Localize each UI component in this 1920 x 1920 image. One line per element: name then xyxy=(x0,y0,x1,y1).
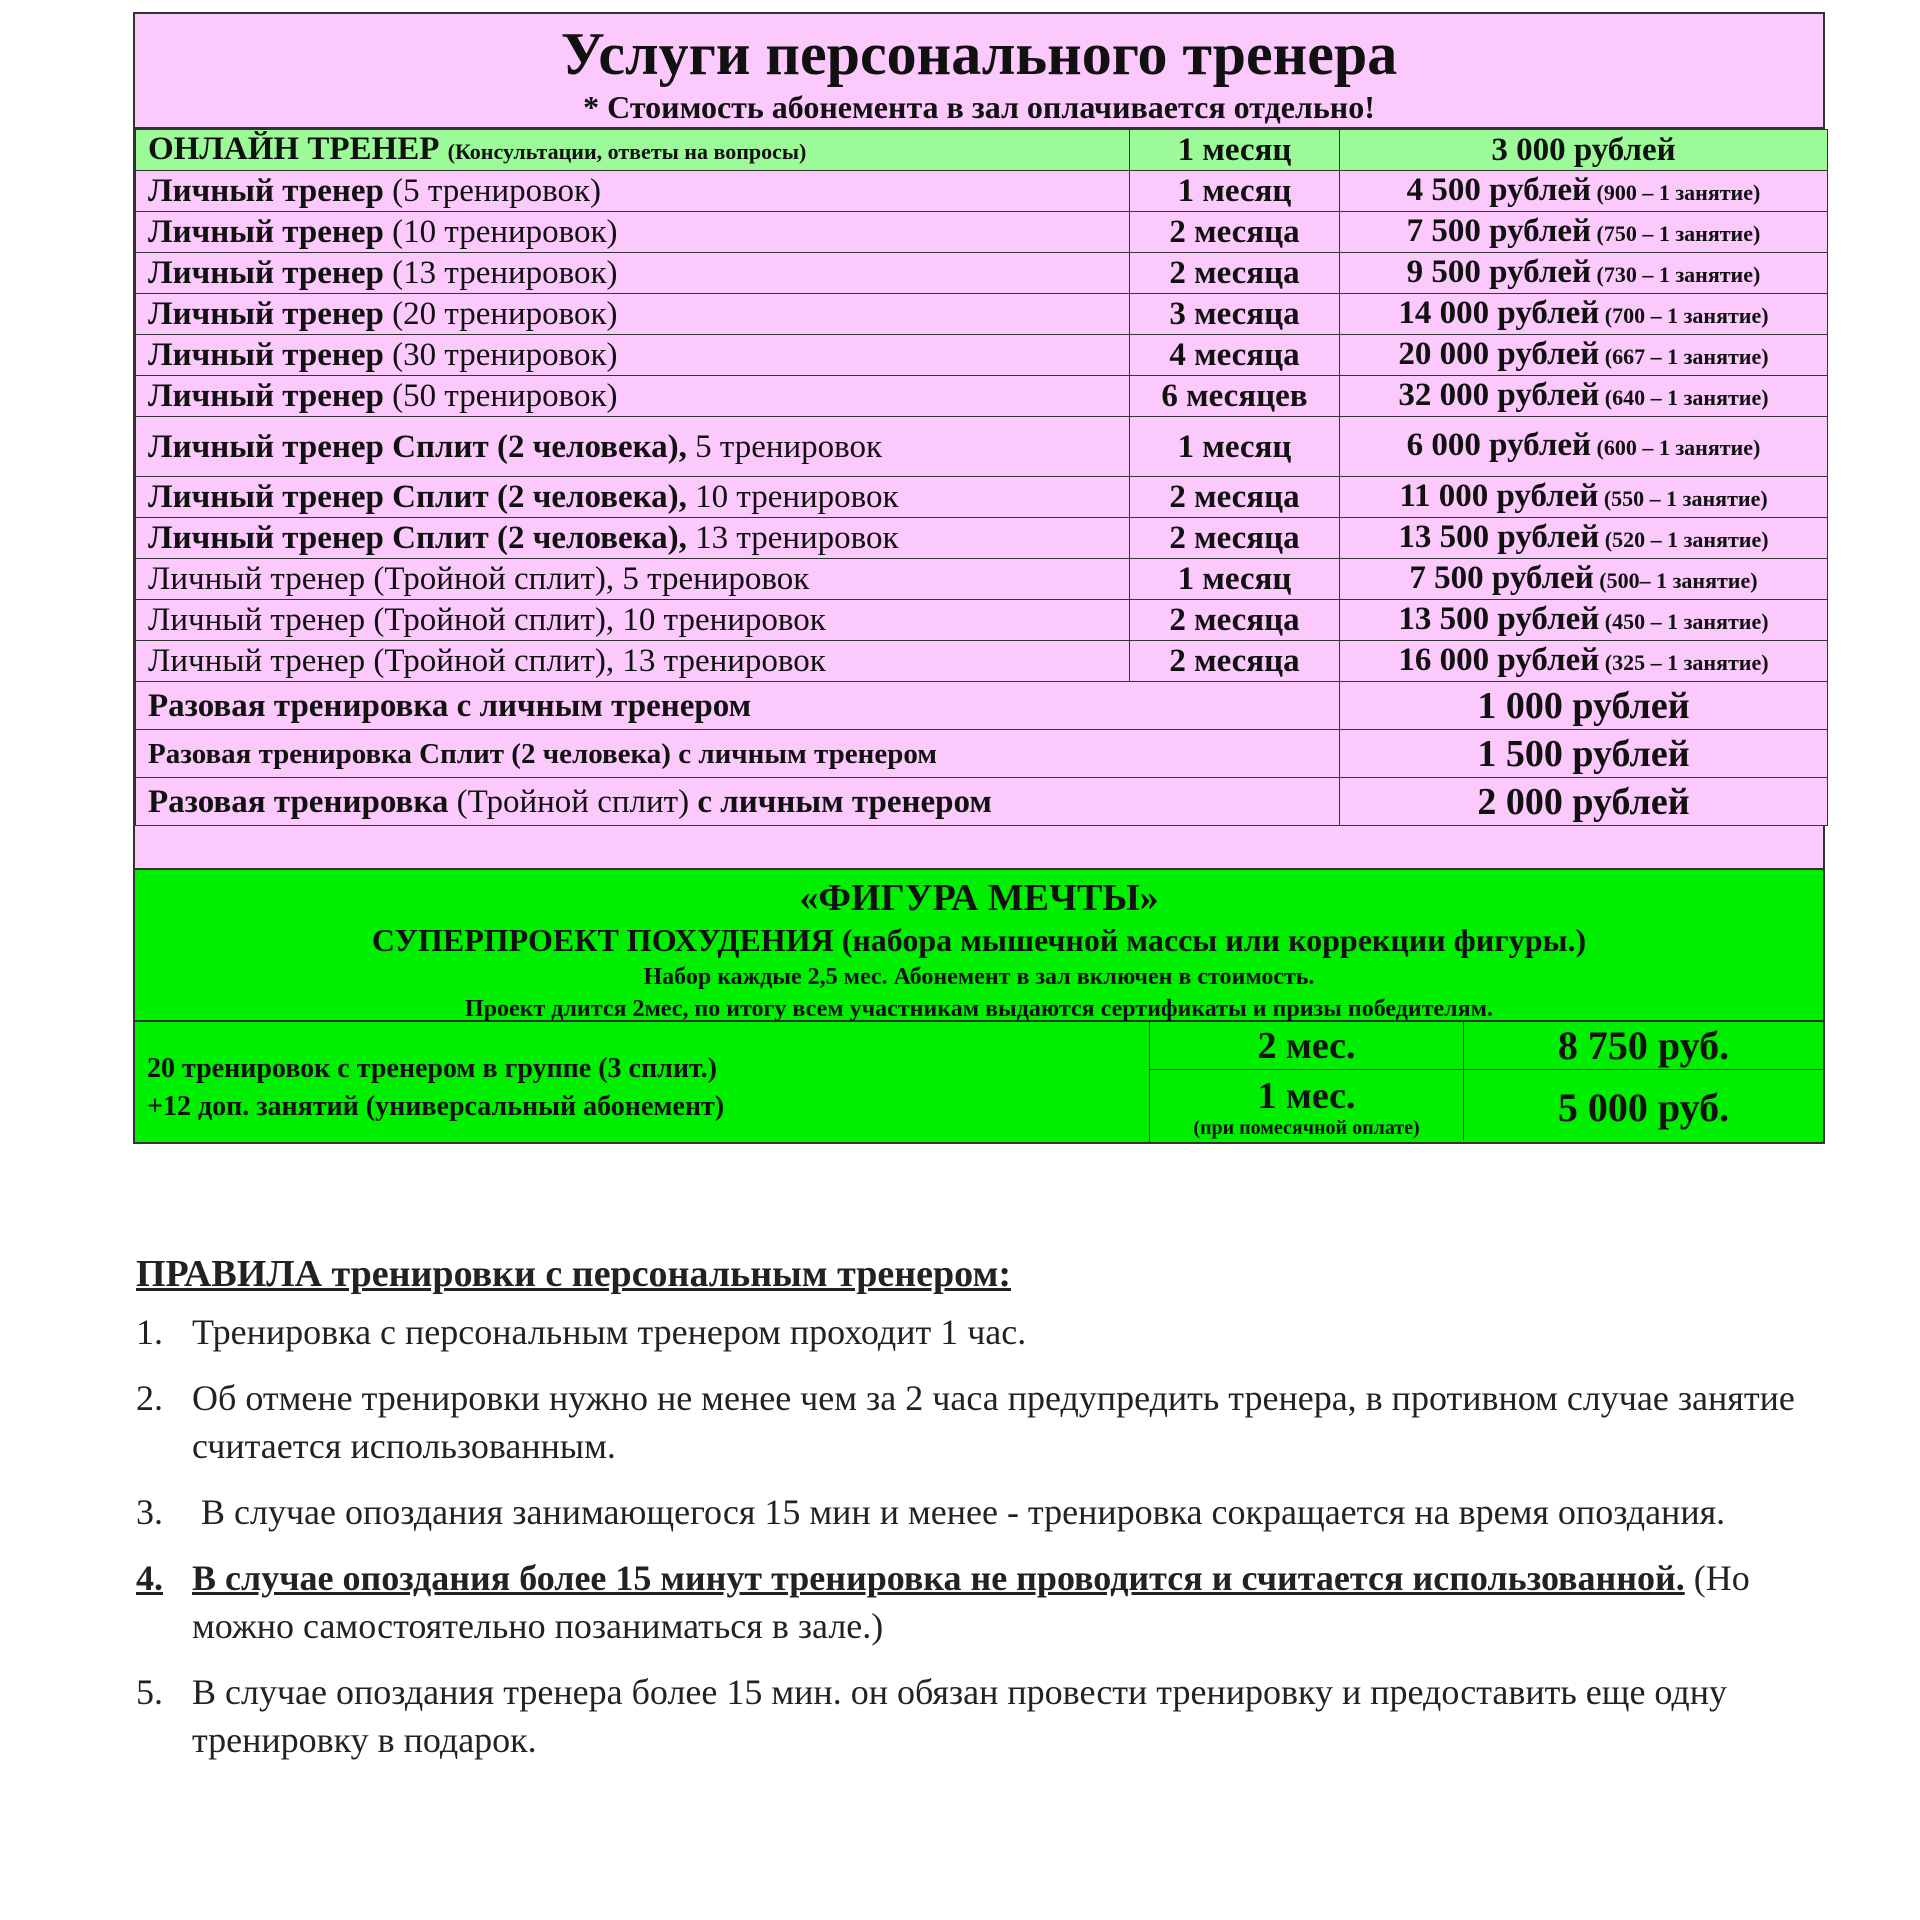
service-period: 4 месяца xyxy=(1130,335,1340,376)
page-title: Услуги персонального тренера xyxy=(560,21,1398,87)
service-period: 1 месяц xyxy=(1130,130,1340,171)
service-price: 7 500 рублей (750 – 1 занятие) xyxy=(1340,212,1828,253)
service-name: Личный тренер (10 тренировок) xyxy=(136,212,1130,253)
service-price: 2 000 рублей xyxy=(1340,778,1828,826)
service-price: 4 500 рублей (900 – 1 занятие) xyxy=(1340,171,1828,212)
promo-desc-line: 20 тренировок с тренером в группе (3 сплит.) xyxy=(147,1053,717,1084)
service-period: 2 месяца xyxy=(1130,212,1340,253)
pink-spacer xyxy=(135,826,1823,870)
service-period: 2 месяца xyxy=(1130,600,1340,641)
promo-subtitle: СУПЕРПРОЕКТ ПОХУДЕНИЯ (набора мышечной массы или коррекции фигуры.) xyxy=(371,922,1587,958)
list-item: 4. В случае опоздания более 15 минут тренировка не проводится и считается использованной. (Но можно самостоятельно позаниматься в зале.) xyxy=(136,1558,1750,1646)
service-price: 7 500 рублей (500– 1 занятие) xyxy=(1340,559,1828,600)
promo-offer xyxy=(135,1022,1823,1142)
table-row-single xyxy=(136,778,1828,826)
promo-description xyxy=(135,1022,1149,1142)
service-name: Личный тренер (Тройной сплит), 5 тренировок xyxy=(136,559,1130,600)
list-item: 5. В случае опоздания тренера более 15 мин. он обязан провести тренировку и предоставить еще одну тренировку в подарок. xyxy=(136,1672,1727,1760)
table-row-single xyxy=(136,730,1828,778)
table-row xyxy=(136,559,1828,600)
promo-price-row xyxy=(1150,1070,1823,1140)
service-price: 13 500 рублей (450 – 1 занятие) xyxy=(1340,600,1828,641)
table-row xyxy=(136,376,1828,417)
price-sheet xyxy=(133,12,1825,1144)
service-name: Личный тренер Сплит (2 человека), 13 тренировок xyxy=(136,518,1130,559)
service-name: Разовая тренировка Сплит (2 человека) с личным тренером xyxy=(136,730,1340,778)
service-name: Личный тренер (5 тренировок) xyxy=(136,171,1130,212)
service-price: 11 000 рублей (550 – 1 занятие) xyxy=(1340,477,1828,518)
promo-block xyxy=(135,870,1823,1142)
service-price: 6 000 рублей (600 – 1 занятие) xyxy=(1340,417,1828,477)
service-name: Личный тренер Сплит (2 человека), 5 тренировок xyxy=(136,417,1130,477)
service-period: 2 месяца xyxy=(1130,253,1340,294)
table-row xyxy=(136,294,1828,335)
service-period: 2 месяца xyxy=(1130,641,1340,682)
service-name: Личный тренер Сплит (2 человека), 10 тренировок xyxy=(136,477,1130,518)
table-row xyxy=(136,477,1828,518)
service-price: 14 000 рублей (700 – 1 занятие) xyxy=(1340,294,1828,335)
service-name: Разовая тренировка (Тройной сплит) с личным тренером xyxy=(136,778,1340,826)
table-row xyxy=(136,171,1828,212)
price-table xyxy=(135,129,1828,826)
table-row xyxy=(136,417,1828,477)
promo-duration: Проект длится 2мес, по итогу всем участникам выдаются сертификаты и призы победителям. xyxy=(465,996,1493,1022)
promo-period: 1 мес. (при помесячной оплате) xyxy=(1150,1070,1464,1140)
promo-prices xyxy=(1149,1022,1823,1142)
promo-title: «ФИГУРА МЕЧТЫ» xyxy=(799,877,1159,919)
service-name: Личный тренер (50 тренировок) xyxy=(136,376,1130,417)
table-row xyxy=(136,212,1828,253)
rules-title: ПРАВИЛА тренировки с персональным тренером: xyxy=(136,1253,1011,1295)
sheet-header xyxy=(135,14,1823,129)
service-period: 1 месяц xyxy=(1130,417,1340,477)
service-name: Личный тренер (Тройной сплит), 13 тренировок xyxy=(136,641,1130,682)
page-subtitle: * Стоимость абонемента в зал оплачивается отдельно! xyxy=(583,89,1375,125)
service-price: 1 500 рублей xyxy=(1340,730,1828,778)
promo-desc-line: +12 доп. занятий (универсальный абонемент) xyxy=(147,1091,725,1122)
table-row-single xyxy=(136,682,1828,730)
service-period: 2 месяца xyxy=(1130,477,1340,518)
list-item: 1. Тренировка с персональным тренером проходит 1 час. xyxy=(136,1312,1027,1352)
table-row xyxy=(136,253,1828,294)
table-row xyxy=(136,335,1828,376)
service-name: Личный тренер (13 тренировок) xyxy=(136,253,1130,294)
table-row xyxy=(136,641,1828,682)
promo-price-row xyxy=(1150,1022,1823,1070)
service-period: 1 месяц xyxy=(1130,559,1340,600)
service-name: Личный тренер (20 тренировок) xyxy=(136,294,1130,335)
service-price: 13 500 рублей (520 – 1 занятие) xyxy=(1340,518,1828,559)
service-name: Личный тренер (Тройной сплит), 10 тренировок xyxy=(136,600,1130,641)
list-item: 3. В случае опоздания занимающегося 15 мин и менее - тренировка сокращается на время опоздания. xyxy=(136,1492,1726,1532)
service-name: Личный тренер (30 тренировок) xyxy=(136,335,1130,376)
service-name: Разовая тренировка с личным тренером xyxy=(136,682,1340,730)
promo-note: Набор каждые 2,5 мес. Абонемент в зал включен в стоимость. xyxy=(643,964,1315,990)
promo-price: 5 000 руб. xyxy=(1557,1085,1730,1130)
service-price: 20 000 рублей (667 – 1 занятие) xyxy=(1340,335,1828,376)
service-period: 3 месяца xyxy=(1130,294,1340,335)
service-period: 1 месяц xyxy=(1130,171,1340,212)
service-name: ОНЛАЙН ТРЕНЕР (Консультации, ответы на вопросы) xyxy=(136,130,1130,171)
service-price: 16 000 рублей (325 – 1 занятие) xyxy=(1340,641,1828,682)
promo-header xyxy=(135,870,1823,1022)
table-row xyxy=(136,518,1828,559)
promo-period: 2 мес. xyxy=(1150,1022,1464,1069)
rules-section xyxy=(136,1250,1816,1782)
list-item: 2. Об отмене тренировки нужно не менее чем за 2 часа предупредить тренера, в противном случае занятие считается использованным. xyxy=(136,1378,1795,1466)
service-price: 3 000 рублей xyxy=(1340,130,1828,171)
table-row xyxy=(136,600,1828,641)
table-row-online xyxy=(136,130,1828,171)
service-period: 2 месяца xyxy=(1130,518,1340,559)
service-period: 6 месяцев xyxy=(1130,376,1340,417)
service-price: 1 000 рублей xyxy=(1340,682,1828,730)
service-price: 32 000 рублей (640 – 1 занятие) xyxy=(1340,376,1828,417)
service-price: 9 500 рублей (730 – 1 занятие) xyxy=(1340,253,1828,294)
rules-list xyxy=(136,1308,1816,1764)
promo-price: 8 750 руб. xyxy=(1557,1023,1730,1068)
